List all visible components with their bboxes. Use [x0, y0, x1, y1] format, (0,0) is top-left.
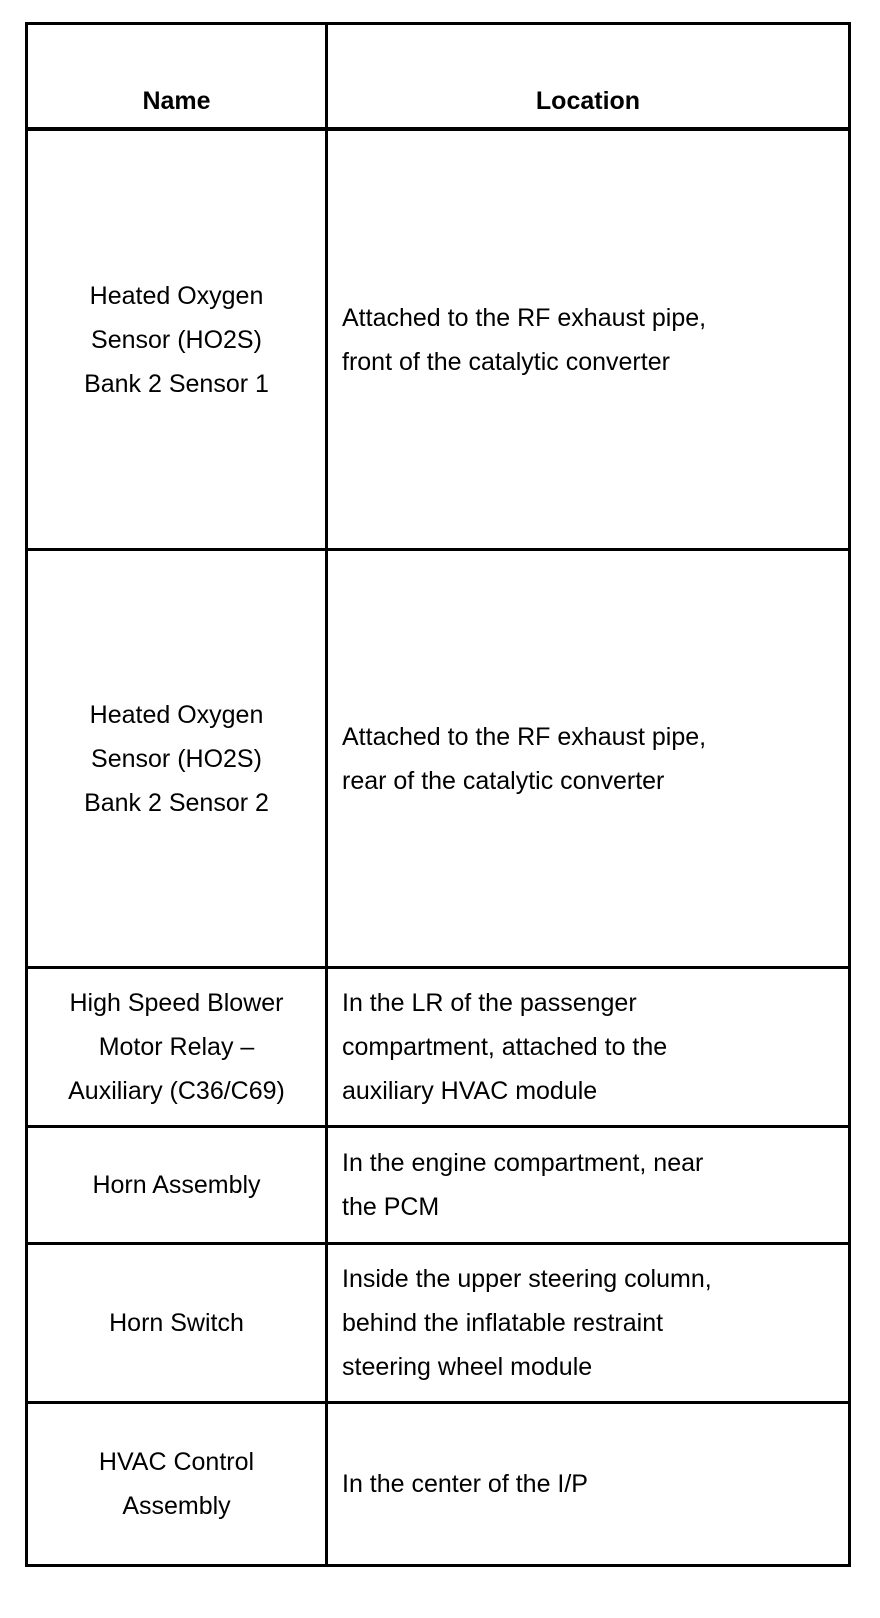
name-line: Heated Oxygen	[89, 281, 264, 310]
location-cell	[327, 968, 850, 1127]
location-line: rear of the catalytic converter	[342, 766, 665, 795]
name-cell	[27, 129, 327, 550]
location-line: Attached to the RF exhaust pipe,	[342, 722, 707, 751]
column-header-location: Location	[327, 24, 850, 130]
name-cell	[27, 1127, 327, 1244]
location-cell	[327, 1127, 850, 1244]
location-line: the PCM	[342, 1193, 440, 1221]
name-line: Bank 2 Sensor 1	[84, 369, 269, 398]
name-line: Motor Relay –	[98, 1033, 255, 1061]
table-row	[27, 129, 850, 550]
location-cell	[327, 1244, 850, 1403]
component-location-table	[25, 22, 851, 1567]
location-cell	[327, 129, 850, 550]
location-line: Attached to the RF exhaust pipe,	[342, 303, 707, 332]
location-line: compartment, attached to the	[342, 1033, 668, 1061]
location-line: steering wheel module	[342, 1353, 593, 1381]
location-line: In the center of the I/P	[342, 1470, 588, 1498]
name-cell	[27, 1244, 327, 1403]
location-line: In the engine compartment, near	[342, 1149, 704, 1177]
table-row	[27, 550, 850, 968]
name-line: Auxiliary (C36/C69)	[68, 1077, 285, 1105]
name-line: Heated Oxygen	[89, 700, 264, 729]
name-line: Assembly	[122, 1492, 231, 1520]
name-line: Sensor (HO2S)	[91, 744, 262, 773]
column-header-name: Name	[27, 24, 327, 130]
location-line: In the LR of the passenger	[342, 989, 637, 1017]
name-line: Sensor (HO2S)	[91, 325, 262, 354]
location-line: front of the catalytic converter	[342, 347, 670, 376]
table-row	[27, 1244, 850, 1403]
location-line: Inside the upper steering column,	[342, 1265, 712, 1293]
name-line: Horn Assembly	[92, 1171, 261, 1199]
name-line: Horn Switch	[109, 1309, 244, 1337]
location-line: behind the inflatable restraint	[342, 1309, 664, 1337]
table-row	[27, 1127, 850, 1244]
location-cell	[327, 1403, 850, 1566]
name-line: HVAC Control	[98, 1448, 255, 1476]
name-line: Bank 2 Sensor 2	[84, 788, 269, 817]
name-cell	[27, 1403, 327, 1566]
table-row	[27, 968, 850, 1127]
location-cell	[327, 550, 850, 968]
name-cell	[27, 968, 327, 1127]
name-cell	[27, 550, 327, 968]
component-location-table-wrapper	[25, 22, 848, 1567]
name-line: High Speed Blower	[69, 989, 284, 1017]
location-line: auxiliary HVAC module	[342, 1077, 598, 1105]
table-header-row	[27, 24, 850, 130]
table-row	[27, 1403, 850, 1566]
